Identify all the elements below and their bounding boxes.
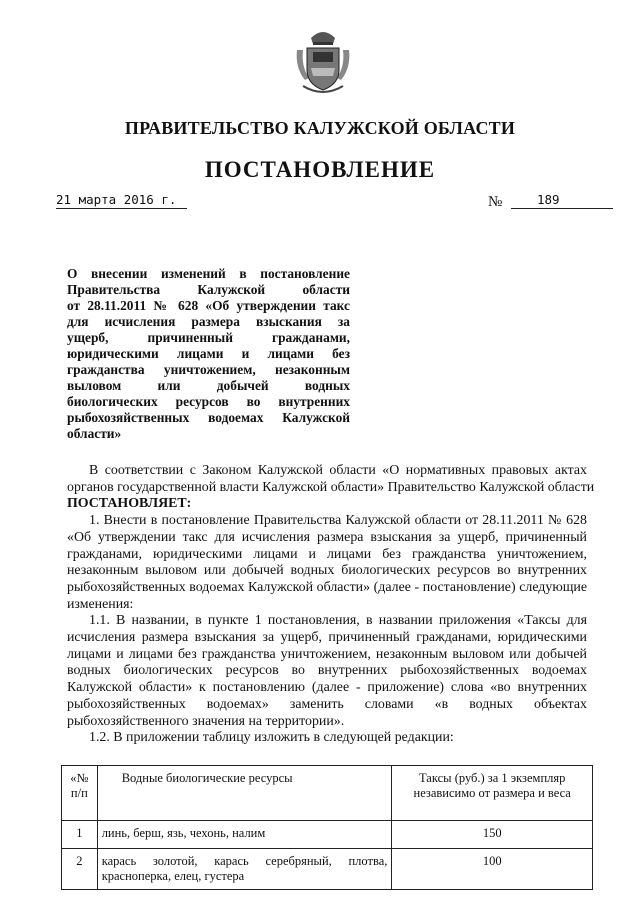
document-number: 189 (511, 192, 613, 209)
item11-line: рыбохозяйственных водоемах» заменить словами «в водных объектах (67, 696, 587, 712)
coat-of-arms-emblem (293, 28, 353, 98)
item1-line: «Об утверждении такс для исчисления размера взыскания за ущерб, причиненный (67, 529, 587, 545)
header-resources: Водные биологические ресурсы (97, 766, 392, 821)
heading-line: ущерб, причиненный гражданами, (67, 330, 350, 345)
heading-line: рыбохозяйственных водоемах Калужской (67, 410, 350, 425)
heading-line: выловом или добычей водных (67, 378, 350, 393)
document-date: 21 марта 2016 г. (56, 192, 187, 209)
resolves-keyword: ПОСТАНОВЛЯЕТ: (67, 496, 192, 512)
item11-line: Калужской области» к постановлению (далее - приложение) слова «во внутренних (67, 680, 587, 696)
document-type: ПОСТАНОВЛЕНИЕ (204, 157, 436, 182)
header-number: «№ п/п (62, 766, 98, 821)
row-number: 1 (62, 821, 98, 849)
item12-line: 1.2. В приложении таблицу изложить в следующей редакции: (89, 730, 454, 746)
heading-line: О внесении изменений в постановление (67, 266, 350, 281)
document-body (67, 463, 595, 747)
item11-line: 1.1. В названии, в пункте 1 постановления, в названии приложения «Таксы для (89, 613, 587, 629)
government-title: ПРАВИТЕЛЬСТВО КАЛУЖСКОЙ ОБЛАСТИ (124, 118, 516, 138)
row-resources: линь, берш, язь, чехонь, налим (97, 821, 392, 849)
item1-line: рыбохозяйственных водоемах Калужской области» (далее - постановление) следующие (67, 579, 587, 595)
heading-line: юридическими лицами и лицами без (67, 346, 350, 361)
item1-line: гражданами, юридическими лицами и лицами без гражданства уничтожением, (67, 546, 587, 562)
table-row (62, 849, 593, 890)
row-number: 2 (62, 849, 98, 890)
table-row (62, 821, 593, 849)
item11-line: рыбохозяйственного значения на территории». (67, 713, 345, 729)
item1-line: 1. Внести в постановление Правительства Калужской области от 28.11.2011 № 628 (89, 513, 587, 529)
row-rate: 150 (392, 821, 593, 849)
heading-line: области» (67, 426, 122, 441)
preamble-line: органов государственной власти Калужской области» Правительство Калужской области (67, 479, 595, 495)
table-header-row (62, 766, 593, 821)
header-rates: Таксы (руб.) за 1 экземпляр независимо от размера и веса (392, 766, 593, 821)
heading-line: Правительства Калужской области (67, 282, 350, 297)
item11-line: лицами и лицами без гражданства уничтожением, незаконным выловом или добычей (67, 646, 587, 662)
heading-line: гражданства уничтожением, незаконным (67, 362, 350, 377)
row-resources: карась золотой, карась серебряный, плотва, красноперка, елец, густера (97, 849, 392, 890)
resolves-line (67, 496, 587, 513)
heading-line: от 28.11.2011 № 628 «Об утверждении такс (67, 298, 350, 313)
resources-table (61, 765, 593, 890)
heading-line: биологических ресурсов во внутренних (67, 394, 350, 409)
item11-line: водных биологических ресурсов во внутренних рыбохозяйственных водоемах (67, 663, 587, 679)
row-rate: 100 (392, 849, 593, 890)
preamble-line: В соответствии с Законом Калужской области «О нормативных правовых актах (89, 463, 587, 478)
item11-line: исчисления размера взыскания за ущерб, причиненный гражданами, юридическими (67, 630, 587, 646)
number-label: № (488, 194, 503, 210)
heading-line: для исчисления размера взыскания за (67, 314, 350, 329)
item1-line: изменения: (67, 596, 134, 612)
item1-line: незаконным выловом или добычей водных биологических ресурсов во внутренних (67, 563, 587, 579)
document-heading (67, 266, 350, 442)
